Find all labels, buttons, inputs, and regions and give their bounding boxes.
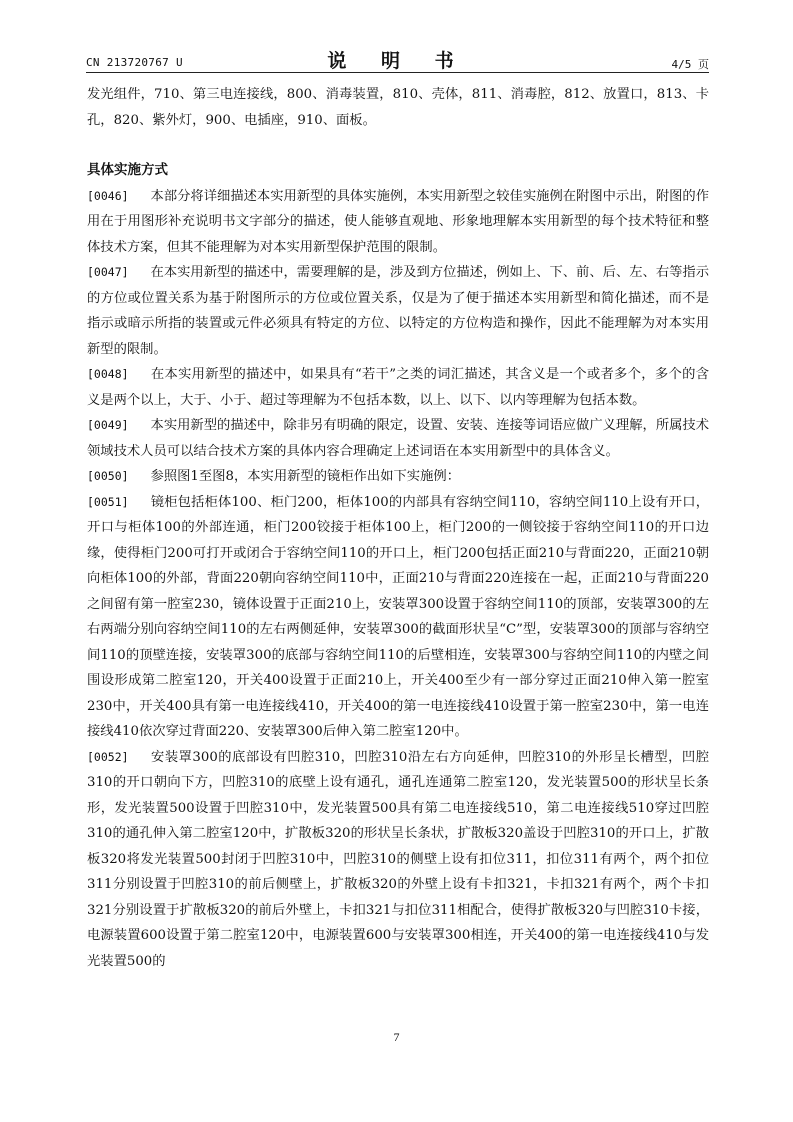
paragraph-number: [0051] xyxy=(87,494,129,509)
paragraph-text: 镜柜包括柜体100、柜门200，柜体100的内部具有容纳空间110，容纳空间110上设有开口，开口与柜体100的外部连通，柜门200铰接于柜体100上，柜门200的一侧铰接于容纳空间110的开口边缘，使得柜门200可打开或闭合于容纳空间110的开口上，柜门200包括正面210与背面220，正面210朝向柜体100的外部，背面220朝向容纳空间110中，正面210与背面220连接在一起，正面210与背面220之间留有第一腔室230，镜体设置于正面210上，安装罩300设置于容纳空间110的顶部，安装罩300的左右两端分别向容纳空间110的左右两侧延伸，安装罩300的截面形状呈“C”型，安装罩300的顶部与容纳空间110的顶壁连接，安装罩300的底部与容纳空间110的后壁相连，安装罩300与容纳空间110的内壁之间围设形成第二腔室120，开关400设置于正面210上，开关400至少有一部分穿过正面210伸入第一腔室230中，开关400具有第一电连接线410，开关400的第一电连接线410设置于第一腔室230中，第一电连接线410依次穿过背面220、安装罩300后伸入第二腔室120中。 xyxy=(87,494,709,739)
paragraph-0051 xyxy=(87,490,709,745)
document-title: 说 明 书 xyxy=(327,50,468,72)
header-rule xyxy=(86,72,709,73)
paragraph-0049 xyxy=(87,413,709,464)
intro-paragraph: 发光组件，710、第三电连接线，800、消毒装置，810、壳体，811、消毒腔，812、放置口，813、卡孔，820、紫外灯，900、电插座，910、面板。 xyxy=(87,87,709,128)
page-header xyxy=(86,46,709,70)
paragraph-text: 在本实用新型的描述中，需要理解的是，涉及到方位描述，例如上、下、前、后、左、右等指示的方位或位置关系为基于附图所示的方位或位置关系，仅是为了便于描述本实用新型和简化描述，而不是指示或暗示所指的装置或元件必须具有特定的方位、以特定的方位构造和操作，因此不能理解为对本实用新型的限制。 xyxy=(87,265,710,357)
patent-number: CN 213720767 U xyxy=(86,56,183,69)
paragraph-text: 安装罩300的底部设有凹腔310，凹腔310沿左右方向延伸，凹腔310的外形呈长槽型，凹腔310的开口朝向下方，凹腔310的底壁上设有通孔，通孔连通第二腔室120，发光装置500的形状呈长条形，发光装置500设置于凹腔310中，发光装置500具有第二电连接线510，第二电连接线510穿过凹腔310的通孔伸入第二腔室120中，扩散板320的形状呈长条状，扩散板320盖设于凹腔310的开口上，扩散板320将发光装置500封闭于凹腔310中，凹腔310的侧壁上设有扣位311，扣位311有两个，两个扣位311分别设置于凹腔310的前后侧壁上，扩散板320的外壁上设有卡扣321，卡扣321有两个，两个卡扣321分别设置于扩散板320的前后外壁上，卡扣321与扣位311相配合，使得扩散板320与凹腔310卡接，电源装置600设置于第二腔室120中，电源装置600与安装罩300相连，开关400的第一电连接线410与发光装置500的 xyxy=(87,749,709,969)
paragraph-0046 xyxy=(87,184,709,261)
paragraph-0047 xyxy=(87,260,709,362)
paragraph-number: [0049] xyxy=(87,418,129,432)
paragraph-text: 本部分将详细描述本实用新型的具体实施例，本实用新型之较佳实施例在附图中示出，附图的作用在于用图形补充说明书文字部分的描述，使人能够直观地、形象地理解本实用新型的每个技术特征和整体技术方案，但其不能理解为对本实用新型保护范围的限制。 xyxy=(87,188,710,255)
paragraph-text: 在本实用新型的描述中，如果具有“若干”之类的词汇描述，其含义是一个或者多个，多个的含义是两个以上，大于、小于、超过等理解为不包括本数，以上、以下、以内等理解为包括本数。 xyxy=(87,367,709,408)
page-indicator: 4/5 页 xyxy=(671,58,709,71)
paragraph-text: 参照图1至图8，本实用新型的镜柜作出如下实施例： xyxy=(150,469,460,484)
page-number: 7 xyxy=(393,1030,400,1044)
paragraph-number: [0052] xyxy=(87,749,129,764)
section-title: 具体实施方式 xyxy=(87,162,168,178)
paragraph-0050 xyxy=(87,464,709,490)
paragraph-number: [0048] xyxy=(87,367,129,381)
paragraph-number: [0050] xyxy=(87,469,129,483)
paragraph-number: [0046] xyxy=(87,188,129,203)
document-body xyxy=(87,82,709,974)
paragraph-0052 xyxy=(87,745,709,975)
paragraph-text: 本实用新型的描述中，除非另有明确的限定，设置、安装、连接等词语应做广义理解，所属技术领域技术人员可以结合技术方案的具体内容合理确定上述词语在本实用新型中的具体含义。 xyxy=(87,418,710,459)
paragraph-0048 xyxy=(87,362,709,413)
paragraph-number: [0047] xyxy=(87,265,129,279)
